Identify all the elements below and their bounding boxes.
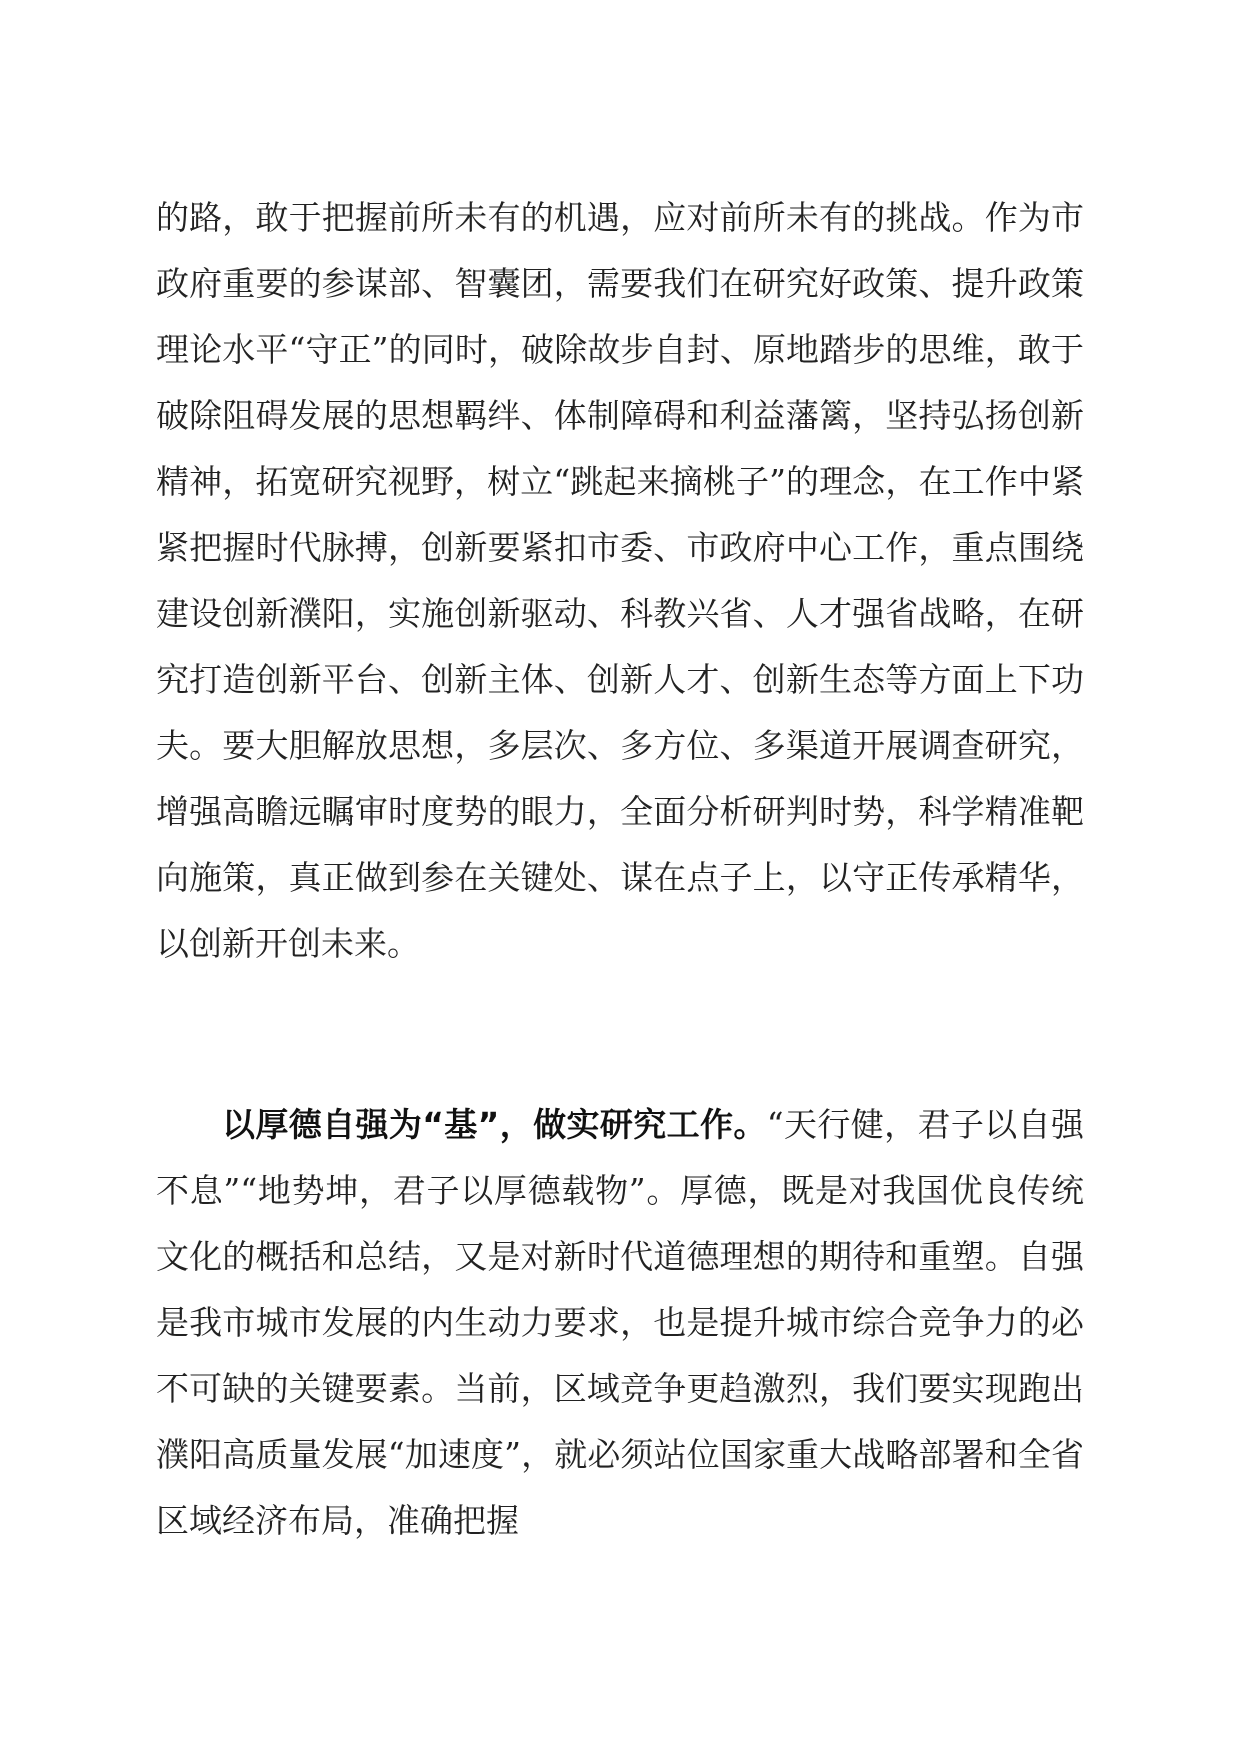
paragraph-heading: 以厚德自强为“基”，做实研究工作。 [222,1105,767,1144]
paragraph-body: “天行健，君子以自强不息”“地势坤，君子以厚德载物”。厚德，既是对我国优良传统文化的概括和总结，又是对新时代道德理想的期待和重塑。自强是我市城市发展的内生动力要求，也是提升城市综合竞争力的必不可缺的关键要素。当前，区域竞争更趋激烈，我们要实现跑出濮阳高质量发展“加速度”，就必须站位国家重大战略部署和全省区域经济布局，准确把握 [156,1105,1084,1540]
paragraph-innovation-continuation: 的路，敢于把握前所未有的机遇，应对前所未有的挑战。作为市政府重要的参谋部、智囊团，需要我们在研究好政策、提升政策理论水平“守正”的同时，破除故步自封、原地踏步的思维，敢于破除阻碍发展的思想羁绊、体制障碍和利益藩篱，坚持弘扬创新精神，拓宽研究视野，树立“跳起来摘桃子”的理念，在工作中紧紧把握时代脉搏，创新要紧扣市委、市政府中心工作，重点围绕建设创新濮阳，实施创新驱动、科教兴省、人才强省战略，在研究打造创新平台、创新主体、创新人才、创新生态等方面上下功夫。要大胆解放思想，多层次、多方位、多渠道开展调查研究，增强高瞻远瞩审时度势的眼力，全面分析研判时势，科学精准靶向施策，真正做到参在关键处、谋在点子上，以守正传承精华，以创新开创未来。 [156,198,1084,963]
paragraph-virtue-self-strengthening [156,1092,1084,1554]
